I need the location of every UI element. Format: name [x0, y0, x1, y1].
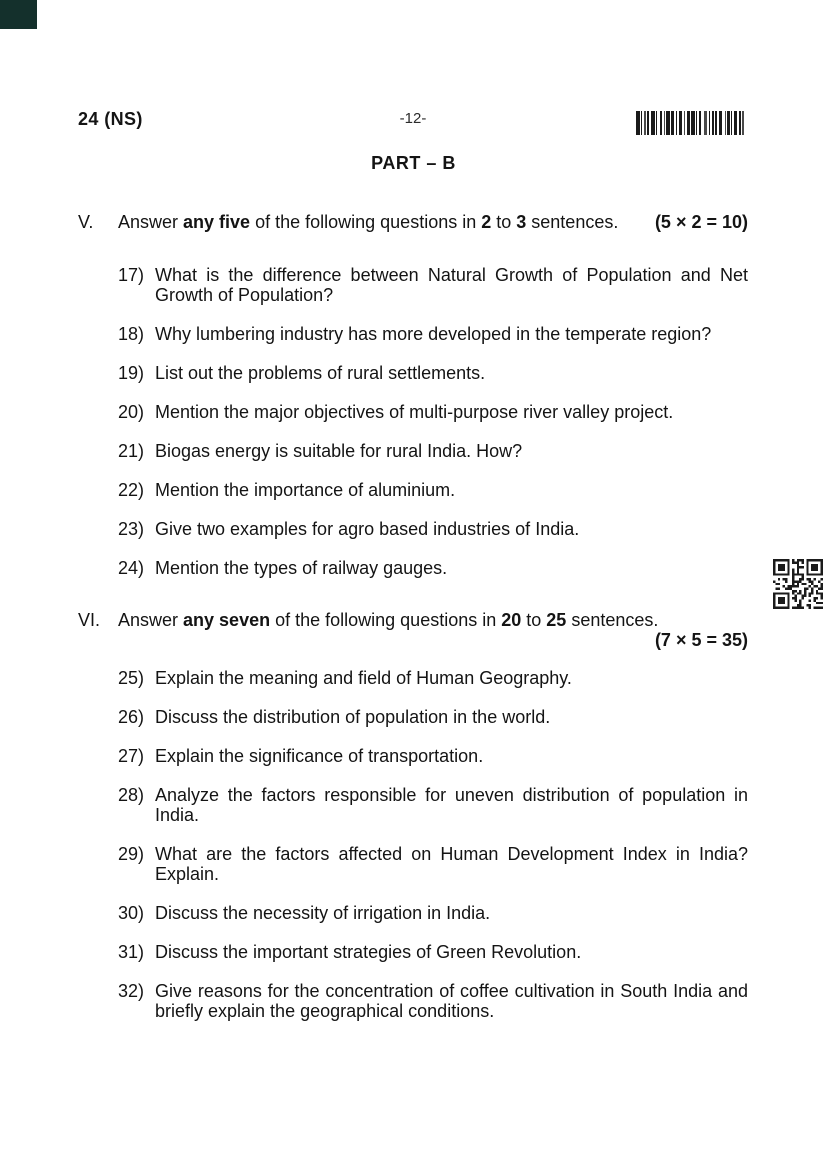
question-row-24: [78, 558, 748, 578]
question-text: Analyze the factors responsible for uneven distribution of population in India.: [155, 785, 748, 825]
question-row-28: [78, 785, 748, 825]
question-row-29: [78, 844, 748, 884]
question-number: 22): [118, 480, 145, 500]
question-text: Mention the types of railway gauges.: [155, 558, 448, 578]
question-number: 18): [118, 324, 145, 344]
question-row-31: [78, 942, 748, 962]
section-vi-instruction: Answer any seven of the following questions in 20 to 25 sentences.: [118, 610, 659, 630]
question-number: 21): [118, 441, 145, 461]
question-body: [78, 212, 748, 1021]
question-text: Give two examples for agro based industries of India.: [155, 519, 580, 539]
question-text: Mention the major objectives of multi-purpose river valley project.: [155, 402, 674, 422]
section-vi-marks: (7 × 5 = 35): [654, 630, 748, 650]
question-text: Mention the importance of aluminium.: [155, 480, 456, 500]
question-row-20: [78, 402, 748, 422]
section-v-marks: (5 × 2 = 10): [654, 212, 748, 232]
section-v-header: [78, 212, 748, 232]
question-row-19: [78, 363, 748, 383]
question-number: 31): [118, 942, 145, 962]
question-text: What are the factors affected on Human Development Index in India? Explain.: [155, 844, 748, 884]
question-text: List out the problems of rural settlements.: [155, 363, 486, 383]
question-text: Explain the significance of transportation.: [155, 746, 484, 766]
page-header: [78, 106, 748, 140]
question-text: What is the difference between Natural Growth of Population and Net Growth of Population?: [155, 265, 748, 305]
question-row-22: [78, 480, 748, 500]
question-text: Discuss the important strategies of Green Revolution.: [155, 942, 582, 962]
question-number: 19): [118, 363, 145, 383]
qr-code-icon: [772, 559, 824, 609]
section-vi-numeral: VI.: [78, 610, 101, 630]
paper-code: 24 (NS): [78, 109, 143, 129]
question-number: 26): [118, 707, 145, 727]
question-text: Why lumbering industry has more developed in the temperate region?: [155, 324, 712, 344]
question-number: 23): [118, 519, 145, 539]
question-number: 24): [118, 558, 145, 578]
question-text: Biogas energy is suitable for rural India. How?: [155, 441, 523, 461]
question-number: 29): [118, 844, 145, 864]
page-number: -12-: [399, 110, 427, 127]
question-number: 25): [118, 668, 145, 688]
question-row-30: [78, 903, 748, 923]
scan-corner-artifact: [0, 0, 37, 29]
question-row-26: [78, 707, 748, 727]
question-number: 30): [118, 903, 145, 923]
question-number: 28): [118, 785, 145, 805]
question-row-18: [78, 324, 748, 344]
section-v-instruction: Answer any five of the following questions in 2 to 3 sentences.: [118, 212, 619, 232]
question-row-23: [78, 519, 748, 539]
question-number: 20): [118, 402, 145, 422]
question-row-32: [78, 981, 748, 1021]
question-text: Give reasons for the concentration of coffee cultivation in South India and briefly explain the geographical conditions.: [155, 981, 748, 1021]
question-row-27: [78, 746, 748, 766]
question-text: Discuss the distribution of population in the world.: [155, 707, 551, 727]
question-number: 32): [118, 981, 145, 1001]
part-title: PART – B: [371, 153, 456, 173]
question-number: 27): [118, 746, 145, 766]
question-row-21: [78, 441, 748, 461]
question-row-25: [78, 668, 748, 688]
question-text: Explain the meaning and field of Human Geography.: [155, 668, 572, 688]
section-v-numeral: V.: [78, 212, 94, 232]
question-row-17: [78, 265, 748, 305]
question-text: Discuss the necessity of irrigation in India.: [155, 903, 491, 923]
barcode-icon: [636, 111, 746, 135]
question-number: 17): [118, 265, 145, 285]
section-vi-header: [78, 610, 748, 630]
